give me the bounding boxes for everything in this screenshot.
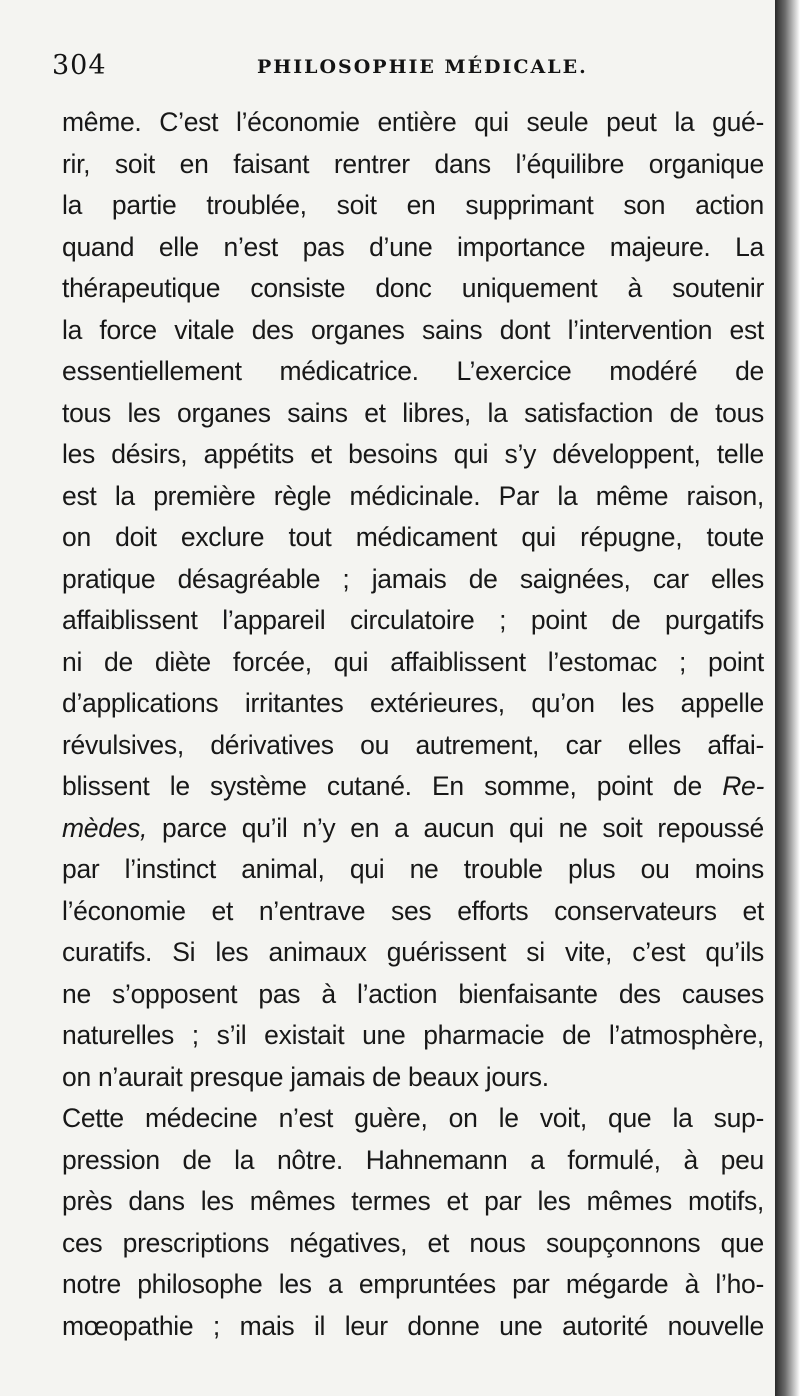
italic-word: Re-	[722, 771, 764, 801]
text-line: rir, soit en faisant rentrer dans l’équilibre organique	[62, 148, 764, 179]
body-text	[62, 102, 764, 1347]
text-line: révulsives, dérivatives ou autrement, car elles affai-	[62, 729, 764, 760]
text-line: on doit exclure tout médicament qui répugne, toute	[62, 522, 764, 552]
page-edge-shadow	[775, 0, 800, 1396]
text-line: la force vitale des organes sains dont l’intervention est	[62, 314, 764, 345]
text-line: quand elle n’est pas d’une importance majeure. La	[62, 231, 764, 262]
text-line: mèdes, parce qu’il n’y en a aucun qui ne soit repoussé	[62, 812, 764, 843]
text-line: curatifs. Si les animaux guérissent si vite, c’est qu’ils	[62, 937, 764, 967]
text-line: la partie troublée, soit en supprimant son action	[62, 190, 764, 220]
paragraph-first-line: Cette médecine n’est guère, on le voit, que la sup-	[62, 1103, 764, 1133]
page-number: 304	[52, 50, 107, 81]
text-line: essentiellement médicatrice. L’exercice modéré de	[62, 356, 764, 386]
text-line: thérapeutique consiste donc uniquement à soutenir	[62, 273, 764, 303]
text-line: tous les organes sains et libres, la satisfaction de tous	[62, 397, 764, 428]
page-header	[52, 50, 752, 90]
text-line: pratique désagréable ; jamais de saignées, car elles	[62, 563, 764, 594]
text-line: affaiblissent l’appareil circulatoire ; point de purgatifs	[62, 605, 764, 635]
italic-word: mèdes,	[62, 812, 148, 843]
text-line: par l’instinct animal, qui ne trouble plus ou moins	[62, 854, 764, 884]
text-line: pression de la nôtre. Hahnemann a formulé, à peu	[62, 1144, 764, 1175]
text-line: ces prescriptions négatives, et nous soupçonnons que	[62, 1227, 764, 1258]
text-line: près dans les mêmes termes et par les mêmes motifs,	[62, 1186, 764, 1216]
running-head: PHILOSOPHIE MÉDICALE.	[257, 56, 588, 78]
text-line: blissent le système cutané. En somme, point de Re-	[62, 771, 764, 801]
text-line: est la première règle médicinale. Par la même raison,	[62, 480, 764, 511]
text-line: mœopathie ; mais il leur donne une autorité nouvelle	[62, 1310, 764, 1341]
text-line: naturelles ; s’il existait une pharmacie de l’atmosphère,	[62, 1020, 764, 1050]
text-line: même. C’est l’économie entière qui seule peut la gué-	[62, 107, 764, 137]
text-line: l’économie et n’entrave ses efforts conservateurs et	[62, 895, 764, 926]
text-line: les désirs, appétits et besoins qui s’y développent, telle	[62, 439, 764, 469]
paragraph-last-line: on n’aurait presque jamais de beaux jours.	[62, 1061, 549, 1092]
text-line: ne s’opposent pas à l’action bienfaisante des causes	[62, 978, 764, 1009]
text-line: d’applications irritantes extérieures, qu’on les appelle	[62, 688, 764, 718]
text-line: notre philosophe les a empruntées par mégarde à l’ho-	[62, 1269, 764, 1299]
text-line: ni de diète forcée, qui affaiblissent l’estomac ; point	[62, 646, 764, 677]
